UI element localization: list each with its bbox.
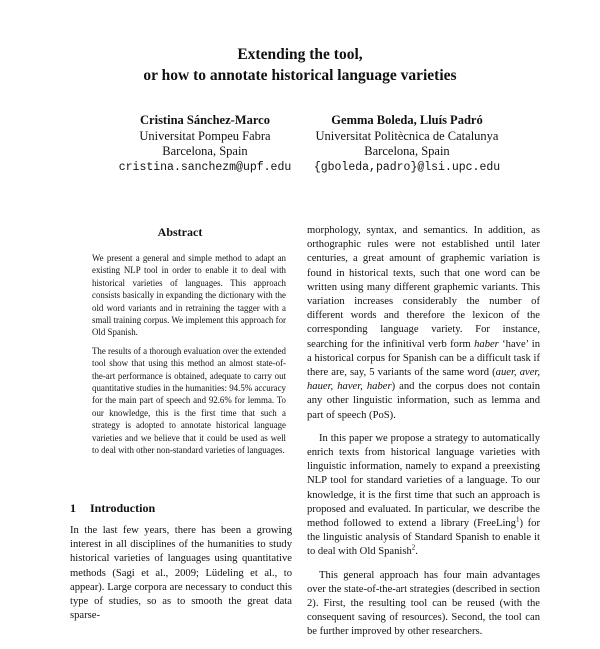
text-run: morphology, syntax, and semantics. In addition, as orthographic rules were not established until later centuries, a great amount of graphemic variation is found in historical texts, such that one word can be written using many different graphemic variants. This variation increases considerably the number of different words and therefore the lexicon of the corresponding language variety. For instance, searching for the infinitival verb form: [307, 225, 540, 350]
author-location: Barcelona, Spain: [162, 144, 248, 158]
left-column: [70, 224, 290, 463]
section-number: 1: [70, 501, 76, 515]
author-email: {gboleda,padro}@lsi.upc.edu: [313, 160, 501, 174]
footnote-marker-2: 2: [411, 543, 416, 552]
author-email: cristina.sanchezm@upf.edu: [118, 160, 292, 174]
section-heading-introduction: [70, 500, 155, 516]
footnote-marker-1: 1: [515, 515, 520, 524]
title-line-1: Extending the tool,: [237, 46, 363, 63]
introduction-text: [70, 524, 292, 623]
example-word: haber: [474, 338, 499, 350]
author-affiliation: Universitat Politècnica de Catalunya: [315, 128, 499, 143]
abstract-paragraph-1: We present a general and simple method to adapt an existing NLP tool in order to enable it to deal with historical varieties of languages. This approach consists basically in expanding the dictionary with the old word variants and in retraining the tagger with a small training corpus. We implement this approach for Old Spanish.: [92, 253, 286, 338]
body-paragraph-2: [307, 432, 540, 560]
text-run: This general approach has four main advantages over the state-of-the-art strategies (described in section 2). First, the resulting tool can be reused (with the consequent saving of resources). Second, the tool can be further improved by other researchers.: [307, 569, 540, 638]
example-variants: auer, aver, hauer, haver, haber: [307, 367, 540, 393]
intro-paragraph: In the last few years, there has been a growing interest in all disciplines of the humanities to study historical varieties of languages using quantitative methods (Sagi et al., 2009; Lüdeling et al., to appear). Large corpora are necessary to conduct this type of studies, so as to smooth the great data sparse-: [70, 525, 292, 622]
author-block-2: [302, 113, 512, 175]
author-name: Cristina Sánchez-Marco: [140, 113, 270, 127]
abstract-heading: Abstract: [157, 225, 203, 239]
abstract-paragraph-2: The results of a thorough evaluation over the extended tool show that using this method an almost state-of-the-art performance is obtained, adequate to carry out quantitative studies in the humanities: 94.5% accuracy for the main part of speech and 92.6% for lemma. To our knowledge, this is the first time that such a strategy is adopted to annotate historical language varieties and we believe that it could be used as well to deal with other non-standard varieties of languages.: [92, 345, 286, 456]
abstract-body: [92, 252, 286, 457]
text-run: .: [415, 546, 418, 558]
author-name: Gemma Boleda, Lluís Padró: [331, 113, 483, 127]
title-line-2: or how to annotate historical language varieties: [143, 67, 457, 84]
paper-title: [0, 44, 600, 86]
author-affiliation: Universitat Pompeu Fabra: [139, 128, 271, 143]
section-title: Introduction: [90, 501, 156, 515]
text-run: In this paper we propose a strategy to automatically enrich texts from historical language varieties with linguistic information, namely to expand a preexisting NLP tool for standard varieties of a language. To our knowledge, it is the first time that such an approach is proposed and evaluated. In particular, we describe the method followed to extend a library (FreeLing: [307, 432, 540, 530]
text-run: ) and the corpus does not contain any other linguistic information, such as lemma and part of speech (PoS).: [307, 381, 540, 421]
author-block-1: [100, 113, 310, 175]
author-location: Barcelona, Spain: [364, 144, 450, 158]
right-column: [307, 224, 540, 649]
body-paragraph-3: [307, 569, 540, 640]
text-run: ‘have’ in a historical corpus for Spanish can be a difficult task if there are, say, 5 variants of the same word (: [307, 338, 540, 379]
body-paragraph-1: [307, 224, 540, 423]
text-run: ) for the linguistic analysis of Standard Spanish to enable it to deal with Old Spanish: [307, 518, 540, 558]
